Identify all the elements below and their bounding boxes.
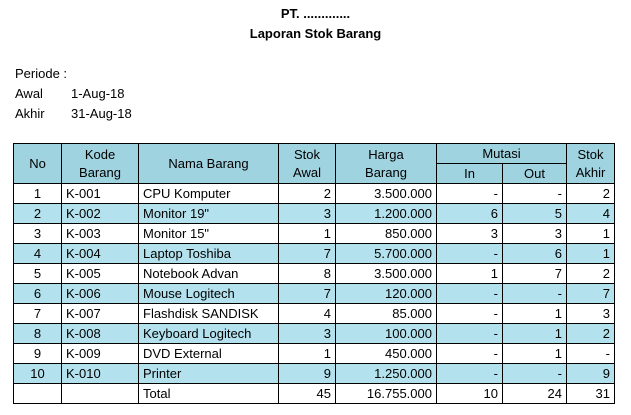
col-header-stok-akhir bbox=[567, 144, 615, 184]
col-header-no: No bbox=[14, 144, 62, 184]
col-header-harga-line1: Harga bbox=[368, 146, 404, 162]
cell-in: 1 bbox=[437, 264, 503, 284]
cell-stok-akhir: 3 bbox=[567, 304, 615, 324]
cell-out: 1 bbox=[503, 344, 567, 364]
period-start-label: Awal bbox=[15, 86, 43, 101]
cell-in: - bbox=[437, 244, 503, 264]
period-start-value: 1-Aug-18 bbox=[71, 86, 125, 101]
cell-stok-awal: 8 bbox=[279, 264, 336, 284]
cell-no: 9 bbox=[14, 344, 62, 364]
stock-table bbox=[13, 143, 615, 404]
cell-stok-akhir: 2 bbox=[567, 264, 615, 284]
col-header-stok-akhir-line2: Akhir bbox=[575, 164, 606, 180]
cell-nama: Flashdisk SANDISK bbox=[139, 304, 279, 324]
cell-no: 4 bbox=[14, 244, 62, 264]
cell-nama: Laptop Toshiba bbox=[139, 244, 279, 264]
total-stok-awal: 45 bbox=[279, 384, 336, 404]
cell-stok-akhir: 1 bbox=[567, 224, 615, 244]
cell-nama: Keyboard Logitech bbox=[139, 324, 279, 344]
col-header-stok-awal bbox=[279, 144, 336, 184]
cell-no: 2 bbox=[14, 204, 62, 224]
cell-stok-awal: 9 bbox=[279, 364, 336, 384]
table-row bbox=[14, 224, 615, 244]
cell-nama: Printer bbox=[139, 364, 279, 384]
table-row bbox=[14, 244, 615, 264]
cell-harga: 450.000 bbox=[336, 344, 437, 364]
cell-out: 3 bbox=[503, 224, 567, 244]
cell-kode: K-005 bbox=[62, 264, 139, 284]
cell-stok-akhir: 9 bbox=[567, 364, 615, 384]
cell-stok-akhir: 2 bbox=[567, 324, 615, 344]
cell-stok-awal: 7 bbox=[279, 284, 336, 304]
cell-harga: 120.000 bbox=[336, 284, 437, 304]
period-end-label: Akhir bbox=[15, 106, 45, 121]
table-row bbox=[14, 364, 615, 384]
cell-out: - bbox=[503, 284, 567, 304]
cell-out: - bbox=[503, 364, 567, 384]
cell-stok-akhir: 4 bbox=[567, 204, 615, 224]
cell-harga: 85.000 bbox=[336, 304, 437, 324]
table-row bbox=[14, 324, 615, 344]
cell-no: 6 bbox=[14, 284, 62, 304]
table-row bbox=[14, 264, 615, 284]
cell-no: 8 bbox=[14, 324, 62, 344]
cell-stok-awal: 4 bbox=[279, 304, 336, 324]
cell-stok-awal: 2 bbox=[279, 184, 336, 204]
cell-nama: Notebook Advan bbox=[139, 264, 279, 284]
table-row bbox=[14, 184, 615, 204]
cell-kode: K-006 bbox=[62, 284, 139, 304]
cell-out: 6 bbox=[503, 244, 567, 264]
cell-kode: K-001 bbox=[62, 184, 139, 204]
cell-harga: 100.000 bbox=[336, 324, 437, 344]
period-end-value: 31-Aug-18 bbox=[71, 106, 132, 121]
col-header-stok-awal-line1: Stok bbox=[293, 146, 320, 162]
cell-stok-awal: 7 bbox=[279, 244, 336, 264]
col-header-kode-line1: Kode bbox=[84, 146, 116, 162]
cell-stok-akhir: 1 bbox=[567, 244, 615, 264]
col-header-harga-line2: Barang bbox=[365, 164, 407, 180]
period-start bbox=[15, 86, 125, 101]
cell-stok-awal: 3 bbox=[279, 204, 336, 224]
col-header-mutasi: Mutasi bbox=[437, 144, 567, 164]
cell-stok-awal: 3 bbox=[279, 324, 336, 344]
cell-kode: K-010 bbox=[62, 364, 139, 384]
cell-empty bbox=[14, 384, 62, 404]
cell-no: 10 bbox=[14, 364, 62, 384]
cell-out: 1 bbox=[503, 304, 567, 324]
cell-nama: Monitor 19" bbox=[139, 204, 279, 224]
cell-stok-awal: 1 bbox=[279, 224, 336, 244]
cell-in: 6 bbox=[437, 204, 503, 224]
cell-in: - bbox=[437, 284, 503, 304]
period-end bbox=[15, 106, 132, 121]
cell-kode: K-003 bbox=[62, 224, 139, 244]
cell-harga: 1.250.000 bbox=[336, 364, 437, 384]
cell-kode: K-008 bbox=[62, 324, 139, 344]
cell-harga: 3.500.000 bbox=[336, 184, 437, 204]
cell-out: 7 bbox=[503, 264, 567, 284]
cell-stok-awal: 1 bbox=[279, 344, 336, 364]
total-out: 24 bbox=[503, 384, 567, 404]
cell-stok-akhir: - bbox=[567, 344, 615, 364]
table-row bbox=[14, 284, 615, 304]
table-row bbox=[14, 204, 615, 224]
cell-no: 1 bbox=[14, 184, 62, 204]
col-header-in: In bbox=[437, 164, 503, 184]
cell-nama: CPU Komputer bbox=[139, 184, 279, 204]
cell-kode: K-002 bbox=[62, 204, 139, 224]
cell-kode: K-004 bbox=[62, 244, 139, 264]
cell-nama: Mouse Logitech bbox=[139, 284, 279, 304]
cell-harga: 1.200.000 bbox=[336, 204, 437, 224]
total-label: Total bbox=[139, 384, 279, 404]
cell-in: 3 bbox=[437, 224, 503, 244]
table-row bbox=[14, 344, 615, 364]
cell-in: - bbox=[437, 324, 503, 344]
col-header-stok-akhir-line1: Stok bbox=[577, 146, 604, 162]
cell-in: - bbox=[437, 344, 503, 364]
cell-out: - bbox=[503, 184, 567, 204]
total-stok-akhir: 31 bbox=[567, 384, 615, 404]
cell-harga: 3.500.000 bbox=[336, 264, 437, 284]
col-header-nama: Nama Barang bbox=[139, 144, 279, 184]
total-in: 10 bbox=[437, 384, 503, 404]
cell-stok-akhir: 2 bbox=[567, 184, 615, 204]
cell-in: - bbox=[437, 304, 503, 324]
table-row bbox=[14, 304, 615, 324]
cell-harga: 5.700.000 bbox=[336, 244, 437, 264]
cell-harga: 850.000 bbox=[336, 224, 437, 244]
report-title: Laporan Stok Barang bbox=[249, 26, 382, 41]
col-header-out: Out bbox=[503, 164, 567, 184]
cell-stok-akhir: 7 bbox=[567, 284, 615, 304]
cell-out: 5 bbox=[503, 204, 567, 224]
total-row bbox=[14, 384, 615, 404]
cell-empty bbox=[62, 384, 139, 404]
col-header-kode-line2: Barang bbox=[79, 164, 121, 180]
company-name: PT. ............. bbox=[280, 6, 351, 21]
cell-out: 1 bbox=[503, 324, 567, 344]
total-harga: 16.755.000 bbox=[336, 384, 437, 404]
col-header-harga bbox=[336, 144, 437, 184]
cell-nama: Monitor 15" bbox=[139, 224, 279, 244]
cell-no: 5 bbox=[14, 264, 62, 284]
cell-no: 7 bbox=[14, 304, 62, 324]
cell-nama: DVD External bbox=[139, 344, 279, 364]
cell-in: - bbox=[437, 184, 503, 204]
cell-in: - bbox=[437, 364, 503, 384]
col-header-stok-awal-line2: Awal bbox=[293, 164, 321, 180]
cell-no: 3 bbox=[14, 224, 62, 244]
col-header-kode bbox=[62, 144, 139, 184]
cell-kode: K-007 bbox=[62, 304, 139, 324]
cell-kode: K-009 bbox=[62, 344, 139, 364]
period-label: Periode : bbox=[15, 66, 68, 81]
